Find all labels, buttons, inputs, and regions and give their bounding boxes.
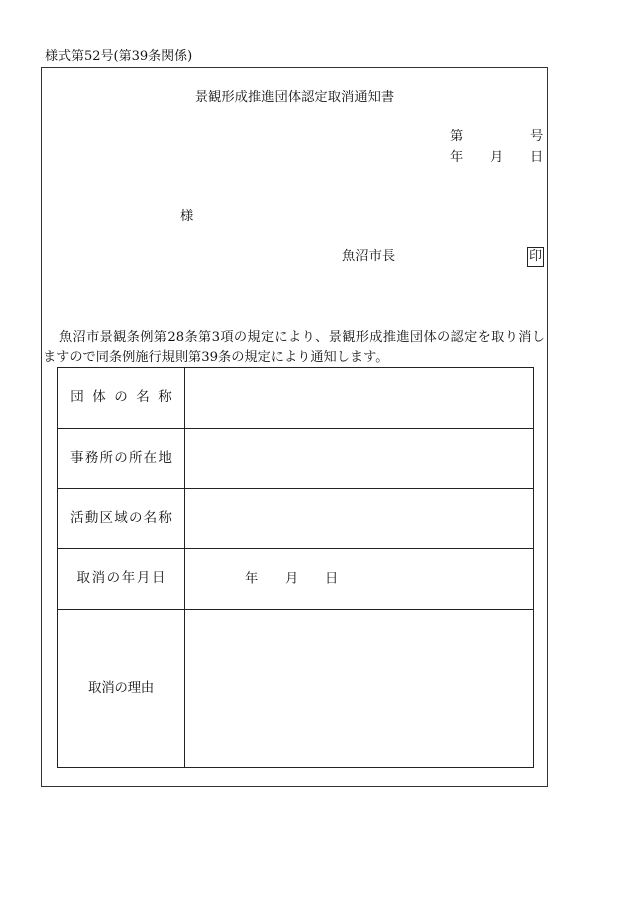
row-label-cell — [58, 489, 185, 548]
table-row — [58, 609, 533, 767]
seal-box: 印 — [527, 247, 544, 267]
row-label-cancellation-date: 取消の年月日 — [76, 570, 168, 587]
row-label-cell — [58, 368, 185, 428]
row-label-organization-name: 団体の名称 — [70, 389, 181, 406]
table-row — [58, 548, 533, 609]
details-table — [57, 367, 534, 768]
cancellation-date-month: 月 — [285, 571, 299, 587]
document-number-suffix: 号 — [530, 129, 544, 144]
table-row — [58, 488, 533, 548]
row-label-office-address: 事務所の所在地 — [70, 449, 174, 466]
form-number: 様式第52号(第39条関係) — [45, 49, 193, 64]
row-label-cell — [58, 549, 185, 609]
document-number-prefix: 第 — [450, 129, 464, 144]
cancellation-reason-field — [185, 610, 533, 767]
table-row — [58, 368, 533, 428]
document-title: 景観形成推進団体認定取消通知書 — [194, 90, 395, 105]
row-label-cell — [58, 429, 185, 488]
row-label-activity-area: 活動区域の名称 — [70, 509, 174, 526]
activity-area-field — [185, 489, 533, 548]
recipient-honorific: 様 — [180, 209, 194, 224]
cancellation-date-field — [185, 549, 533, 609]
cancellation-date-year: 年 — [245, 571, 259, 587]
body-paragraph: 魚沼市景観条例第28条第3項の規定により、景観形成推進団体の認定を取り消しますので同条例施行規則第39条の規定により通知します。 — [43, 330, 545, 365]
row-label-cancellation-reason: 取消の理由 — [88, 679, 154, 696]
office-address-field — [185, 429, 533, 488]
row-label-cell — [58, 610, 185, 767]
organization-name-field — [185, 368, 533, 428]
cancellation-date-day: 日 — [325, 571, 339, 587]
issue-date-month: 月 — [490, 150, 504, 165]
issue-date-year: 年 — [450, 150, 464, 165]
table-row — [58, 428, 533, 488]
issue-date-day: 日 — [530, 150, 544, 165]
sender-name: 魚沼市長 — [342, 249, 396, 264]
